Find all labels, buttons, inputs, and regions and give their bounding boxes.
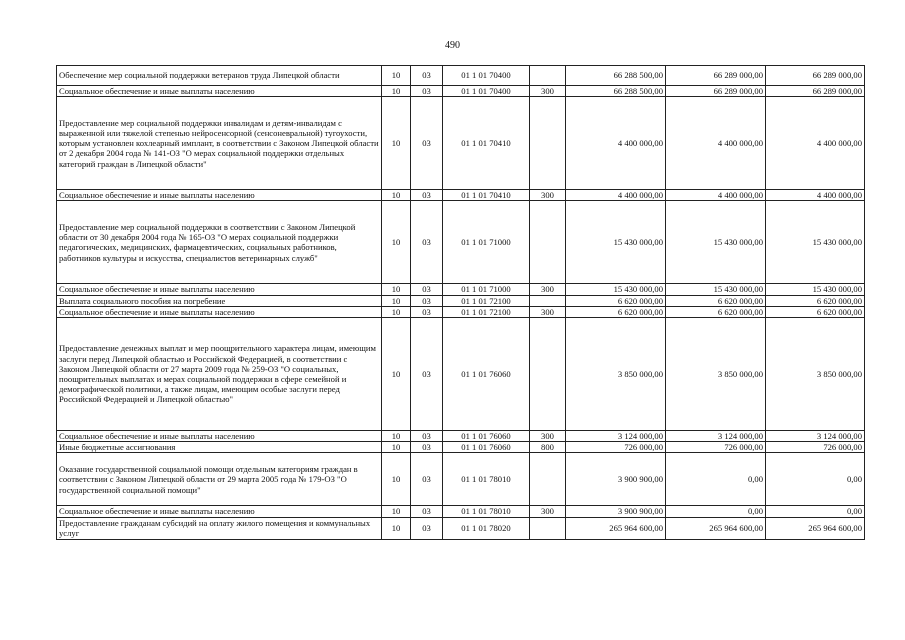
amount-year-3: 66 289 000,00 (766, 66, 865, 86)
amount-year-1: 4 400 000,00 (566, 97, 666, 190)
subsection-code: 03 (411, 453, 443, 506)
target-article: 01 1 01 78020 (443, 517, 530, 539)
amount-year-2: 6 620 000,00 (666, 306, 766, 317)
expense-type: 300 (530, 284, 566, 295)
amount-year-2: 726 000,00 (666, 442, 766, 453)
section-code: 10 (382, 306, 411, 317)
amount-year-2: 3 850 000,00 (666, 318, 766, 431)
subsection-code: 03 (411, 306, 443, 317)
budget-table-body (57, 66, 865, 540)
row-name: Социальное обеспечение и иные выплаты населению (57, 506, 382, 517)
section-code: 10 (382, 442, 411, 453)
target-article: 01 1 01 70410 (443, 190, 530, 201)
amount-year-1: 15 430 000,00 (566, 201, 666, 284)
amount-year-1: 726 000,00 (566, 442, 666, 453)
amount-year-3: 15 430 000,00 (766, 201, 865, 284)
section-code: 10 (382, 431, 411, 442)
target-article: 01 1 01 76060 (443, 442, 530, 453)
amount-year-2: 15 430 000,00 (666, 284, 766, 295)
target-article: 01 1 01 76060 (443, 431, 530, 442)
expense-type (530, 201, 566, 284)
amount-year-3: 726 000,00 (766, 442, 865, 453)
table-row (57, 86, 865, 97)
amount-year-3: 15 430 000,00 (766, 284, 865, 295)
table-row (57, 190, 865, 201)
table-row (57, 284, 865, 295)
subsection-code: 03 (411, 442, 443, 453)
expense-type (530, 295, 566, 306)
amount-year-1: 3 850 000,00 (566, 318, 666, 431)
subsection-code: 03 (411, 284, 443, 295)
amount-year-1: 3 900 900,00 (566, 506, 666, 517)
target-article: 01 1 01 70410 (443, 97, 530, 190)
amount-year-3: 3 850 000,00 (766, 318, 865, 431)
table-row (57, 453, 865, 506)
amount-year-3: 0,00 (766, 453, 865, 506)
amount-year-1: 6 620 000,00 (566, 295, 666, 306)
amount-year-2: 0,00 (666, 506, 766, 517)
expense-type: 300 (530, 86, 566, 97)
section-code: 10 (382, 201, 411, 284)
expense-type (530, 97, 566, 190)
row-name: Социальное обеспечение и иные выплаты населению (57, 86, 382, 97)
page-number: 490 (445, 40, 460, 51)
section-code: 10 (382, 517, 411, 539)
expense-type: 300 (530, 306, 566, 317)
amount-year-2: 3 124 000,00 (666, 431, 766, 442)
table-row (57, 97, 865, 190)
amount-year-2: 6 620 000,00 (666, 295, 766, 306)
amount-year-1: 15 430 000,00 (566, 284, 666, 295)
row-name: Предоставление мер социальной поддержки инвалидам и детям-инвалидам с выраженной или тяжелой степенью нейросенсорной (сенсоневральной) тугоухости, которым установлен кохлеарный имплант, в соответствии с Законом Липецкой области от 2 декабря 2004 года № 141-ОЗ "О мерах социальной поддержки отдельных категорий граждан в Липецкой области" (57, 97, 382, 190)
amount-year-2: 66 289 000,00 (666, 66, 766, 86)
subsection-code: 03 (411, 190, 443, 201)
amount-year-1: 6 620 000,00 (566, 306, 666, 317)
expense-type: 300 (530, 190, 566, 201)
table-row (57, 201, 865, 284)
subsection-code: 03 (411, 86, 443, 97)
amount-year-2: 66 289 000,00 (666, 86, 766, 97)
amount-year-3: 265 964 600,00 (766, 517, 865, 539)
target-article: 01 1 01 71000 (443, 284, 530, 295)
amount-year-3: 4 400 000,00 (766, 97, 865, 190)
row-name: Иные бюджетные ассигнования (57, 442, 382, 453)
subsection-code: 03 (411, 517, 443, 539)
amount-year-1: 66 288 500,00 (566, 66, 666, 86)
amount-year-1: 265 964 600,00 (566, 517, 666, 539)
target-article: 01 1 01 70400 (443, 86, 530, 97)
amount-year-2: 4 400 000,00 (666, 190, 766, 201)
subsection-code: 03 (411, 201, 443, 284)
table-row (57, 517, 865, 539)
row-name: Предоставление денежных выплат и мер поощрительного характера лицам, имеющим заслуги перед Липецкой областью и Российской Федерацией, в соответствии с Законом Липецкой области от 27 марта 2009 года № 259-ОЗ "О социальных, поощрительных выплатах и мерах социальной поддержки в сфере семейной и демографической политики, а также лицам, имеющим особые заслуги перед Российской Федерацией и Липецкой областью" (57, 318, 382, 431)
expense-type: 300 (530, 431, 566, 442)
section-code: 10 (382, 66, 411, 86)
row-name: Социальное обеспечение и иные выплаты населению (57, 190, 382, 201)
expense-type (530, 318, 566, 431)
section-code: 10 (382, 295, 411, 306)
row-name: Выплата социального пособия на погребение (57, 295, 382, 306)
amount-year-2: 0,00 (666, 453, 766, 506)
target-article: 01 1 01 78010 (443, 453, 530, 506)
subsection-code: 03 (411, 97, 443, 190)
expense-type (530, 453, 566, 506)
amount-year-3: 4 400 000,00 (766, 190, 865, 201)
row-name: Социальное обеспечение и иные выплаты населению (57, 431, 382, 442)
amount-year-3: 66 289 000,00 (766, 86, 865, 97)
target-article: 01 1 01 72100 (443, 295, 530, 306)
amount-year-2: 4 400 000,00 (666, 97, 766, 190)
budget-table (56, 65, 865, 540)
amount-year-3: 6 620 000,00 (766, 295, 865, 306)
target-article: 01 1 01 70400 (443, 66, 530, 86)
expense-type (530, 66, 566, 86)
amount-year-2: 265 964 600,00 (666, 517, 766, 539)
section-code: 10 (382, 86, 411, 97)
row-name: Оказание государственной социальной помощи отдельным категориям граждан в соответствии с Законом Липецкой области от 29 марта 2005 года № 179-ОЗ "О государственной социальной помощи" (57, 453, 382, 506)
section-code: 10 (382, 190, 411, 201)
subsection-code: 03 (411, 295, 443, 306)
target-article: 01 1 01 72100 (443, 306, 530, 317)
section-code: 10 (382, 506, 411, 517)
table-row (57, 66, 865, 86)
amount-year-1: 3 900 900,00 (566, 453, 666, 506)
table-row (57, 295, 865, 306)
amount-year-1: 3 124 000,00 (566, 431, 666, 442)
expense-type (530, 517, 566, 539)
row-name: Обеспечение мер социальной поддержки ветеранов труда Липецкой области (57, 66, 382, 86)
row-name: Предоставление мер социальной поддержки в соответствии с Законом Липецкой области от 30 декабря 2004 года № 165-ОЗ "О мерах социальной поддержки педагогических, медицинских, фармацевтических, социальных работников, работников культуры и искусства, специалистов ветеринарных служб" (57, 201, 382, 284)
amount-year-1: 4 400 000,00 (566, 190, 666, 201)
table-row (57, 306, 865, 317)
section-code: 10 (382, 318, 411, 431)
target-article: 01 1 01 71000 (443, 201, 530, 284)
expense-type: 800 (530, 442, 566, 453)
amount-year-1: 66 288 500,00 (566, 86, 666, 97)
row-name: Социальное обеспечение и иные выплаты населению (57, 284, 382, 295)
expense-type: 300 (530, 506, 566, 517)
table-row (57, 318, 865, 431)
subsection-code: 03 (411, 66, 443, 86)
section-code: 10 (382, 453, 411, 506)
table-row (57, 442, 865, 453)
subsection-code: 03 (411, 431, 443, 442)
amount-year-2: 15 430 000,00 (666, 201, 766, 284)
amount-year-3: 0,00 (766, 506, 865, 517)
target-article: 01 1 01 78010 (443, 506, 530, 517)
table-row (57, 506, 865, 517)
target-article: 01 1 01 76060 (443, 318, 530, 431)
row-name: Социальное обеспечение и иные выплаты населению (57, 306, 382, 317)
section-code: 10 (382, 284, 411, 295)
subsection-code: 03 (411, 506, 443, 517)
row-name: Предоставление гражданам субсидий на оплату жилого помещения и коммунальных услуг (57, 517, 382, 539)
amount-year-3: 6 620 000,00 (766, 306, 865, 317)
section-code: 10 (382, 97, 411, 190)
table-row (57, 431, 865, 442)
subsection-code: 03 (411, 318, 443, 431)
amount-year-3: 3 124 000,00 (766, 431, 865, 442)
